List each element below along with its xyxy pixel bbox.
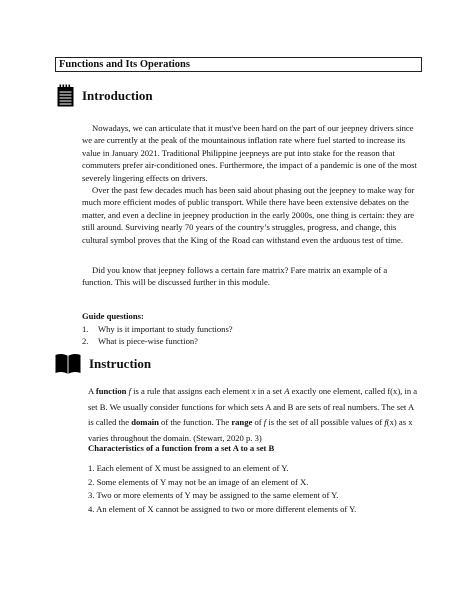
guide-questions-title: Guide questions: [82, 311, 144, 321]
function-definition: A function f is a rule that assigns each element x in a set A exactly one element, called f(x), in a set B. We usually consider functions for which sets A and B are sets of real numbers. The set A is called the domain of the function. The range of f is the set of all possible values of f(x) as x varies throughout the domain. (Stewart, 2020 p. 3) [88, 386, 418, 443]
page-title: Functions and Its Operations [55, 57, 422, 72]
intro-paragraph-2: Over the past few decades much has been said about phasing out the jeepney to make way for much more efficient modes of public transport. While there have been extensive debates on the matter, and even a decline in jeepney production in the early 2000s, one thing is certain: they are still around. Surviving nearly 70 years of the country’s struggles, progress, and change, this cultural symbol proves that the King of the Road can withstand even the arduous test of time. [82, 185, 415, 245]
introduction-heading: Introduction [82, 87, 153, 103]
characteristics-list [88, 462, 356, 516]
list-item: 4. An element of X cannot be assigned to two or more different elements of Y. [88, 503, 357, 514]
guide-questions-list [82, 323, 233, 348]
list-item: 3. Two or more elements of Y may be assigned to the same element of Y. [88, 490, 339, 501]
characteristics-title: Characteristics of a function from a set A to a set B [88, 443, 275, 453]
notepad-icon [57, 84, 74, 107]
instruction-heading: Instruction [89, 356, 152, 371]
intro-paragraph-1: Nowadays, we can articulate that it must've been hard on the part of our jeepney drivers since we are currently at the peak of the mountainous inflation rate where fuel started to increase its value in January 2021. Traditional Philippine jeepneys are put into stake for the reason that commuters prefer air-conditioned ones. Furthermore, the impact of a pandemic is one of the most severely lingering effects on drivers. [82, 123, 417, 183]
list-item: 2. What is piece-wise function? [82, 336, 198, 347]
list-item: 1. Why is it important to study functions? [82, 324, 233, 334]
list-item: 2. Some elements of Y may not be an image of an element of X. [88, 476, 309, 487]
list-item: 1. Each element of X must be assigned to an element of Y. [88, 463, 289, 473]
instruction-header [55, 353, 151, 375]
intro-paragraph-3: Did you know that jeepney follows a certain fare matrix? Fare matrix an example of a function. This will be discussed further in this module. [82, 265, 388, 288]
open-book-icon [55, 353, 81, 375]
introduction-header [57, 84, 153, 107]
